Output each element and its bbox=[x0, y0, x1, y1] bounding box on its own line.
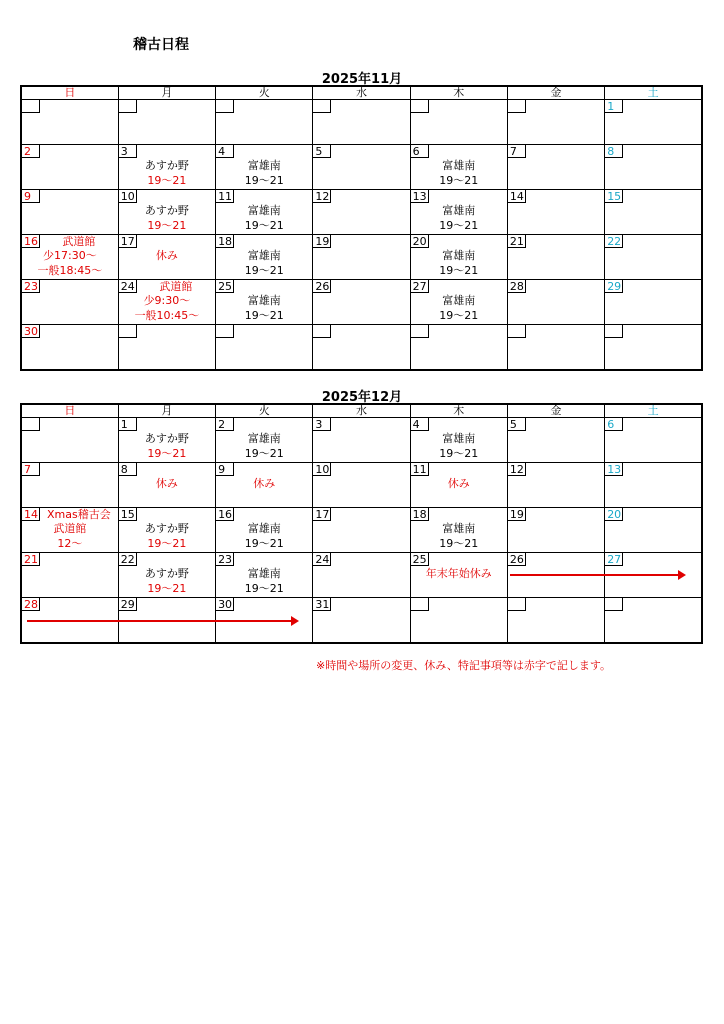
day-number: 30 bbox=[218, 598, 233, 611]
day-cell bbox=[118, 145, 215, 190]
day-cell bbox=[410, 280, 507, 325]
day-cell bbox=[313, 145, 410, 190]
day-cell bbox=[21, 190, 118, 235]
event-text: 休み bbox=[253, 477, 276, 490]
day-number: 2 bbox=[22, 145, 40, 158]
weekday-header: 火 bbox=[216, 404, 313, 418]
day-number bbox=[216, 325, 234, 338]
event-text: 富雄南 bbox=[442, 249, 476, 262]
day-number bbox=[313, 325, 331, 338]
event-text: 年末年始休み bbox=[425, 567, 492, 580]
weekday-header: 土 bbox=[605, 404, 702, 418]
day-cell bbox=[118, 190, 215, 235]
event-text: 富雄南 bbox=[247, 249, 281, 262]
day-number: 30 bbox=[24, 325, 38, 338]
day-cell bbox=[605, 508, 702, 553]
event-text: 富雄南 bbox=[247, 159, 281, 172]
day-cell bbox=[313, 325, 410, 371]
event-text: 19～21 bbox=[244, 582, 284, 595]
event-text: 19～21 bbox=[147, 582, 187, 595]
day-cell bbox=[216, 463, 313, 508]
day-number: 20 bbox=[412, 235, 427, 248]
day-cell bbox=[21, 100, 118, 145]
day-cell bbox=[410, 418, 507, 463]
page-title: 稽古日程 bbox=[133, 37, 189, 53]
event-text: あすか野 bbox=[144, 159, 189, 172]
event-text: 富雄南 bbox=[247, 567, 281, 580]
day-cell bbox=[21, 325, 118, 371]
day-number: 19 bbox=[509, 508, 524, 521]
day-number bbox=[411, 325, 429, 338]
day-cell bbox=[507, 325, 604, 371]
day-number bbox=[508, 598, 526, 611]
day-number: 3 bbox=[119, 145, 137, 158]
day-cell bbox=[313, 280, 410, 325]
week-row bbox=[21, 463, 702, 508]
day-number: 26 bbox=[315, 280, 330, 293]
day-cell bbox=[410, 553, 507, 598]
event-text: 休み bbox=[155, 477, 178, 490]
event-text: 富雄南 bbox=[442, 204, 476, 217]
event-text: あすか野 bbox=[144, 522, 189, 535]
event-text: あすか野 bbox=[144, 567, 189, 580]
day-number: 21 bbox=[24, 553, 38, 566]
day-cell bbox=[118, 280, 215, 325]
day-number bbox=[605, 598, 623, 611]
day-number: 26 bbox=[509, 553, 524, 566]
day-cell bbox=[410, 145, 507, 190]
day-number: 1 bbox=[119, 418, 137, 431]
day-number bbox=[119, 325, 137, 338]
day-cell bbox=[216, 553, 313, 598]
week-row bbox=[21, 325, 702, 371]
week-row bbox=[21, 100, 702, 145]
day-cell bbox=[605, 145, 702, 190]
day-cell bbox=[313, 553, 410, 598]
week-row bbox=[21, 280, 702, 325]
day-cell bbox=[313, 235, 410, 280]
day-number: 15 bbox=[120, 508, 135, 521]
day-cell bbox=[410, 100, 507, 145]
event-text: 武道館 bbox=[53, 522, 87, 535]
event-text: 武道館 bbox=[62, 235, 96, 248]
day-cell bbox=[118, 100, 215, 145]
day-cell bbox=[605, 598, 702, 644]
day-cell bbox=[313, 100, 410, 145]
day-number: 12 bbox=[315, 190, 330, 203]
day-number: 22 bbox=[607, 235, 622, 248]
day-number: 18 bbox=[218, 235, 233, 248]
day-cell bbox=[410, 325, 507, 371]
day-number: 27 bbox=[607, 553, 622, 566]
weekday-header: 水 bbox=[313, 86, 410, 100]
day-cell bbox=[507, 508, 604, 553]
day-cell bbox=[507, 280, 604, 325]
day-cell bbox=[313, 598, 410, 644]
event-text: 少9:30～ bbox=[143, 294, 191, 307]
day-cell bbox=[118, 553, 215, 598]
day-cell bbox=[118, 235, 215, 280]
day-number: 10 bbox=[315, 463, 330, 476]
day-cell bbox=[21, 280, 118, 325]
weekday-header: 木 bbox=[410, 86, 507, 100]
day-cell bbox=[21, 553, 118, 598]
day-number: 17 bbox=[120, 235, 135, 248]
day-number: 9 bbox=[22, 190, 40, 203]
december-heading: 2025年12月 bbox=[321, 390, 403, 405]
day-cell bbox=[216, 100, 313, 145]
day-number: 9 bbox=[216, 463, 234, 476]
day-cell bbox=[216, 508, 313, 553]
event-text: 富雄南 bbox=[247, 204, 281, 217]
day-cell bbox=[313, 190, 410, 235]
event-text: 19～21 bbox=[244, 264, 284, 277]
day-cell bbox=[507, 418, 604, 463]
week-row bbox=[21, 190, 702, 235]
november-calendar bbox=[20, 85, 703, 371]
day-number: 1 bbox=[605, 100, 623, 113]
day-cell bbox=[216, 418, 313, 463]
day-number bbox=[411, 100, 429, 113]
event-text: 19～21 bbox=[147, 174, 187, 187]
day-cell bbox=[605, 325, 702, 371]
day-cell bbox=[507, 100, 604, 145]
day-cell bbox=[410, 235, 507, 280]
event-text: 19～21 bbox=[439, 309, 479, 322]
day-number bbox=[216, 100, 234, 113]
day-number: 25 bbox=[412, 553, 427, 566]
event-text: 19～21 bbox=[439, 447, 479, 460]
event-text: 富雄南 bbox=[442, 159, 476, 172]
event-text: 富雄南 bbox=[247, 294, 281, 307]
day-number bbox=[605, 325, 623, 338]
day-cell bbox=[21, 508, 118, 553]
day-number: 8 bbox=[119, 463, 137, 476]
day-cell bbox=[216, 235, 313, 280]
week-row bbox=[21, 235, 702, 280]
weekday-header: 金 bbox=[507, 404, 604, 418]
day-number: 7 bbox=[22, 463, 40, 476]
day-number: 11 bbox=[412, 463, 427, 476]
week-row bbox=[21, 418, 702, 463]
day-number bbox=[411, 598, 429, 611]
weekday-header: 火 bbox=[216, 86, 313, 100]
day-number: 24 bbox=[315, 553, 330, 566]
day-number: 14 bbox=[509, 190, 524, 203]
day-cell bbox=[216, 190, 313, 235]
weekday-header: 月 bbox=[118, 404, 215, 418]
event-text: 19～21 bbox=[244, 537, 284, 550]
day-number: 16 bbox=[24, 235, 38, 248]
day-number: 16 bbox=[218, 508, 233, 521]
day-cell bbox=[21, 418, 118, 463]
day-cell bbox=[410, 598, 507, 644]
day-cell bbox=[605, 235, 702, 280]
day-number: 18 bbox=[412, 508, 427, 521]
day-cell bbox=[605, 463, 702, 508]
event-text: 19～21 bbox=[439, 264, 479, 277]
day-cell bbox=[507, 190, 604, 235]
day-cell bbox=[216, 145, 313, 190]
day-number: 29 bbox=[120, 598, 135, 611]
day-number: 19 bbox=[315, 235, 330, 248]
day-cell bbox=[216, 325, 313, 371]
day-number bbox=[508, 325, 526, 338]
event-text: 19～21 bbox=[439, 537, 479, 550]
day-cell bbox=[118, 508, 215, 553]
week-row bbox=[21, 508, 702, 553]
day-number: 14 bbox=[24, 508, 38, 521]
event-text: 富雄南 bbox=[442, 522, 476, 535]
day-number: 24 bbox=[120, 280, 135, 293]
day-number: 21 bbox=[509, 235, 524, 248]
event-text: 一般18:45～ bbox=[37, 264, 103, 277]
day-cell bbox=[410, 190, 507, 235]
event-text: 19～21 bbox=[244, 447, 284, 460]
weekday-header: 土 bbox=[605, 86, 702, 100]
event-text: 休み bbox=[155, 249, 178, 262]
day-number bbox=[22, 100, 40, 113]
day-number: 11 bbox=[218, 190, 233, 203]
weekday-header: 月 bbox=[118, 86, 215, 100]
event-text: あすか野 bbox=[144, 204, 189, 217]
event-text: 富雄南 bbox=[247, 432, 281, 445]
day-number: 5 bbox=[313, 145, 331, 158]
day-number: 17 bbox=[315, 508, 330, 521]
event-text: Xmas稽古会 bbox=[47, 508, 111, 521]
november-heading: 2025年11月 bbox=[321, 72, 403, 87]
day-cell bbox=[507, 145, 604, 190]
day-number: 28 bbox=[24, 598, 38, 611]
day-cell bbox=[313, 508, 410, 553]
event-text: 19～21 bbox=[147, 447, 187, 460]
event-text: あすか野 bbox=[144, 432, 189, 445]
event-text: 一般10:45～ bbox=[134, 309, 200, 322]
event-text: 19～21 bbox=[244, 219, 284, 232]
day-cell bbox=[410, 508, 507, 553]
day-number: 5 bbox=[508, 418, 526, 431]
event-text: 19～21 bbox=[439, 219, 479, 232]
day-number: 20 bbox=[607, 508, 622, 521]
day-number: 13 bbox=[607, 463, 622, 476]
weekday-header: 水 bbox=[313, 404, 410, 418]
day-cell bbox=[216, 280, 313, 325]
day-cell bbox=[21, 235, 118, 280]
day-number: 23 bbox=[24, 280, 38, 293]
footnote: ※時間や場所の変更、休み、特記事項等は赤字で記します。 bbox=[316, 659, 611, 672]
event-text: 富雄南 bbox=[442, 294, 476, 307]
day-number: 31 bbox=[315, 598, 330, 611]
december-calendar bbox=[20, 403, 703, 644]
day-number bbox=[508, 100, 526, 113]
day-number: 23 bbox=[218, 553, 233, 566]
day-cell bbox=[410, 463, 507, 508]
weekday-header: 日 bbox=[21, 404, 118, 418]
event-text: 19～21 bbox=[147, 537, 187, 550]
event-text: 19～21 bbox=[147, 219, 187, 232]
day-cell bbox=[21, 145, 118, 190]
day-number: 27 bbox=[412, 280, 427, 293]
day-cell bbox=[313, 463, 410, 508]
day-cell bbox=[313, 418, 410, 463]
day-cell bbox=[118, 418, 215, 463]
day-number: 7 bbox=[508, 145, 526, 158]
day-cell bbox=[605, 190, 702, 235]
holiday-arrow-1 bbox=[510, 574, 684, 576]
day-number: 28 bbox=[509, 280, 524, 293]
day-number: 4 bbox=[411, 418, 429, 431]
event-text: 武道館 bbox=[159, 280, 193, 293]
day-cell bbox=[605, 100, 702, 145]
event-text: 12～ bbox=[57, 537, 83, 550]
day-cell bbox=[21, 463, 118, 508]
day-cell bbox=[605, 418, 702, 463]
day-number bbox=[313, 100, 331, 113]
day-cell bbox=[118, 325, 215, 371]
weekday-header: 金 bbox=[507, 86, 604, 100]
event-text: 19～21 bbox=[244, 309, 284, 322]
event-text: 休み bbox=[447, 477, 470, 490]
event-text: 少17:30～ bbox=[43, 249, 97, 262]
day-number: 2 bbox=[216, 418, 234, 431]
event-text: 富雄南 bbox=[442, 432, 476, 445]
event-text: 19～21 bbox=[439, 174, 479, 187]
weekday-header: 木 bbox=[410, 404, 507, 418]
day-number: 13 bbox=[412, 190, 427, 203]
week-row bbox=[21, 145, 702, 190]
day-number: 10 bbox=[120, 190, 135, 203]
day-number bbox=[22, 418, 40, 431]
day-cell bbox=[507, 235, 604, 280]
day-cell bbox=[507, 598, 604, 644]
day-cell bbox=[507, 463, 604, 508]
day-number bbox=[119, 100, 137, 113]
day-number: 4 bbox=[216, 145, 234, 158]
day-number: 6 bbox=[411, 145, 429, 158]
day-number: 3 bbox=[313, 418, 331, 431]
event-text: 19～21 bbox=[244, 174, 284, 187]
day-number: 15 bbox=[607, 190, 622, 203]
holiday-arrow-2 bbox=[27, 620, 297, 622]
event-text: 富雄南 bbox=[247, 522, 281, 535]
day-number: 8 bbox=[605, 145, 623, 158]
day-number: 12 bbox=[509, 463, 524, 476]
day-number: 29 bbox=[607, 280, 622, 293]
day-number: 22 bbox=[120, 553, 135, 566]
day-number: 6 bbox=[605, 418, 623, 431]
day-cell bbox=[118, 463, 215, 508]
day-number: 25 bbox=[218, 280, 233, 293]
weekday-header: 日 bbox=[21, 86, 118, 100]
day-cell bbox=[605, 280, 702, 325]
